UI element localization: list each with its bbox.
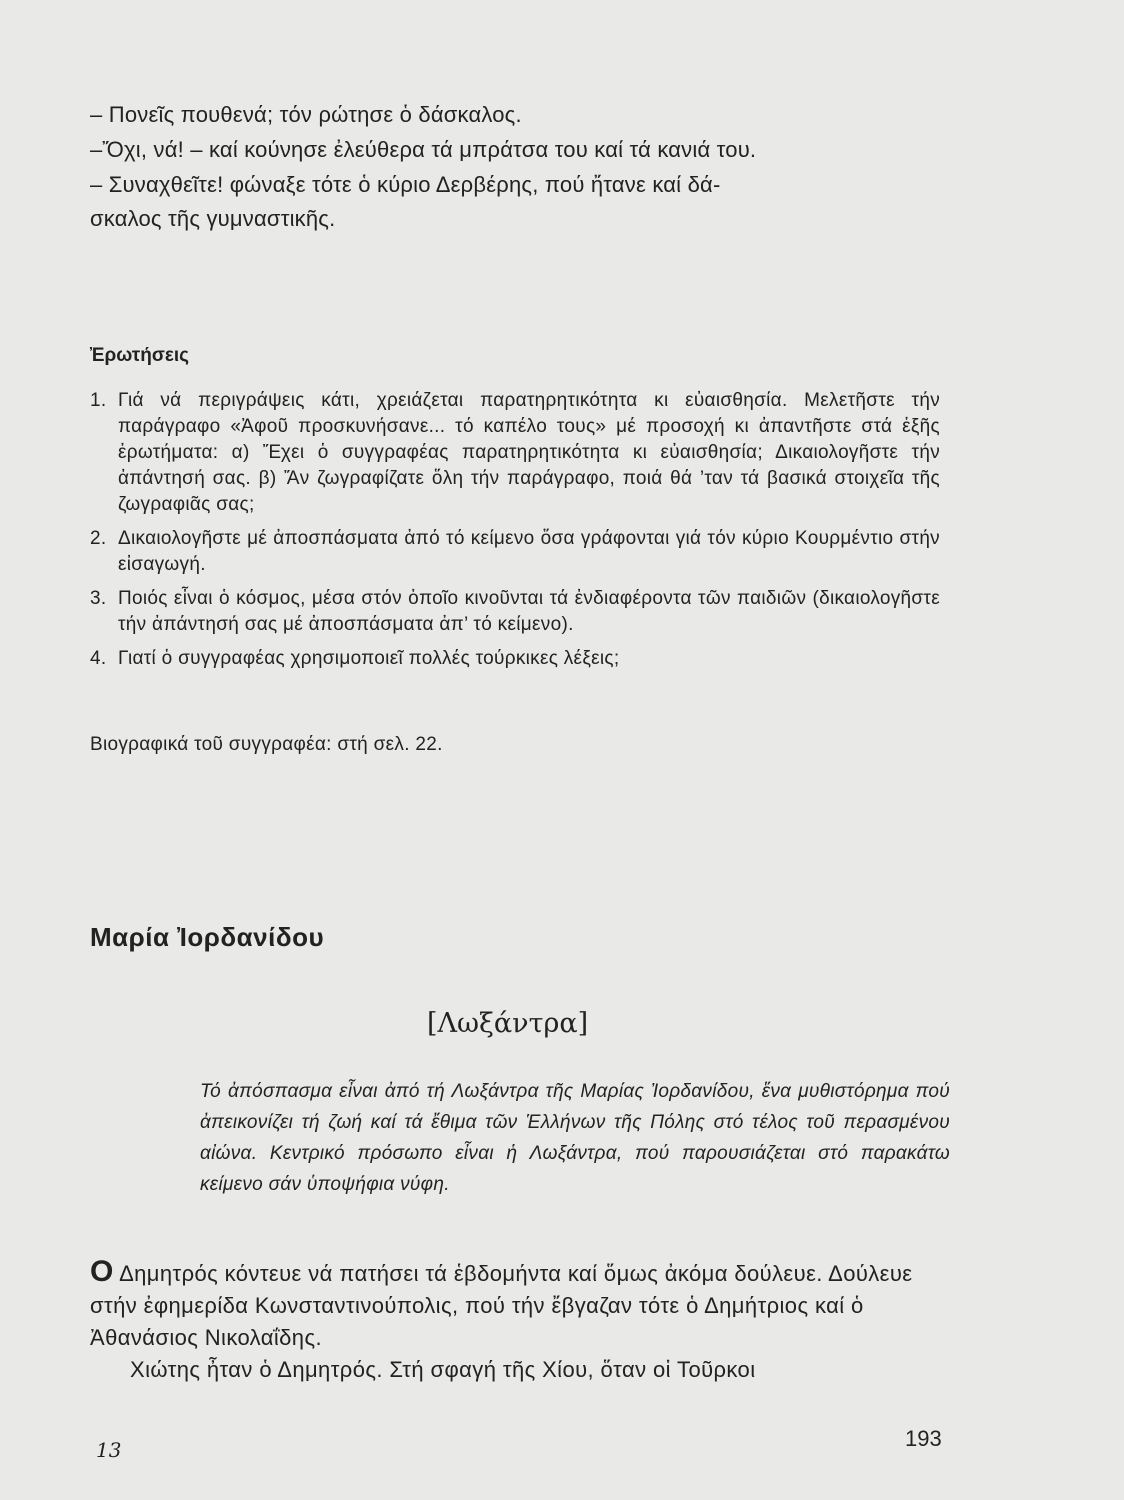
- questions-heading: Ἐρωτήσεις: [90, 345, 190, 366]
- question-item: [90, 526, 940, 578]
- question-item: [90, 586, 940, 638]
- question-number: 3.: [90, 588, 107, 609]
- question-text: Δικαιολογῆστε μέ ἀποσπάσματα ἀπό τό κείμενο ὅσα γράφονται γιά τόν κύριο Κουρμέντιο στήν εἰσαγωγή.: [118, 528, 940, 575]
- question-item: [90, 646, 940, 672]
- page-number: 193: [905, 1426, 942, 1451]
- body-paragraph-text: Δημητρός κόντευε νά πατήσει τά ἑβδομήντα καί ὅμως ἀκόμα δούλευε. Δούλευε στήν ἐφημερίδα Κωνσταντινούπολις, πού τήν ἔβγαζαν τότε ὁ Δημήτριος καί ὁ Ἀθανάσιος Νικολαΐδης.: [90, 1261, 913, 1350]
- dialogue-line: – Συναχθεῖτε! φώναξε τότε ὁ κύριο Δερβέρης, πού ἤτανε καί δά-: [90, 172, 721, 197]
- signature-mark: 13: [96, 1438, 122, 1462]
- question-number: 1.: [90, 390, 107, 411]
- drop-cap: Ο: [90, 1255, 114, 1288]
- question-item: [90, 388, 940, 518]
- author-heading: Μαρία Ἰορδανίδου: [90, 922, 325, 952]
- question-text: Γιατί ὁ συγγραφέας χρησιμοποιεῖ πολλές τούρκικες λέξεις;: [118, 648, 620, 669]
- work-title: [Λωξάντρα]: [427, 1008, 589, 1039]
- dialogue-line: σκαλος τῆς γυμναστικῆς.: [90, 206, 336, 231]
- question-text: Γιά νά περιγράψεις κάτι, χρειάζεται παρατηρητικότητα κι εὐαισθησία. Μελετῆστε τήν παράγραφο «Ἀφοῦ προσκυνήσανε... τό καπέλο τους» μέ προσοχή κι ἀπαντῆστε στά ἑξῆς ἐρωτήματα: α) Ἔχει ὁ συγγραφέας παρατηρητικότητα κι εὐαισθησία; Δικαιολογῆστε τήν ἀπάντησή σας. β) Ἄν ζωγραφίζατε ὅλη τήν παράγραφο, ποιά θά ’ταν τά βασικά στοιχεῖα τῆς ζωγραφιᾶς σας;: [118, 390, 940, 515]
- body-paragraph: Χιώτης ἦταν ὁ Δημητρός. Στή σφαγή τῆς Χίου, ὅταν οἱ Τοῦρκοι: [130, 1357, 756, 1382]
- question-number: 2.: [90, 528, 107, 549]
- question-text: Ποιός εἶναι ὁ κόσμος, μέσα στόν ὁποῖο κινοῦνται τά ἐνδιαφέροντα τῶν παιδιῶν (δικαιολογῆστε τήν ἀπάντησή σας μέ ἀποσπάσματα ἀπ’ τό κείμενο).: [118, 588, 940, 635]
- questions-list: [90, 388, 940, 680]
- bio-note: Βιογραφικά τοῦ συγγραφέα: στή σελ. 22.: [90, 734, 443, 755]
- dialogue-line: – Πονεῖς πουθενά; τόν ρώτησε ὁ δάσκαλος.: [90, 102, 522, 127]
- body-paragraph: [90, 1256, 945, 1354]
- intro-paragraph: Τό ἀπόσπασμα εἶναι ἀπό τή Λωξάντρα τῆς Μαρίας Ἰορδανίδου, ἕνα μυθιστόρημα πού ἀπεικονίζει τή ζωή καί τά ἔθιμα τῶν Ἑλλήνων τῆς Πόλης στό τέλος τοῦ περασμένου αἰώνα. Κεντρικό πρόσωπο εἶναι ἡ Λωξάντρα, πού παρουσιάζεται στό παρακάτω κείμενο σάν ὑποψήφια νύφη.: [200, 1081, 950, 1195]
- dialogue-line: –Ὄχι, νά! – καί κούνησε ἐλεύθερα τά μπράτσα του καί τά κανιά του.: [90, 137, 757, 162]
- body-text: [90, 1256, 945, 1386]
- question-number: 4.: [90, 648, 107, 669]
